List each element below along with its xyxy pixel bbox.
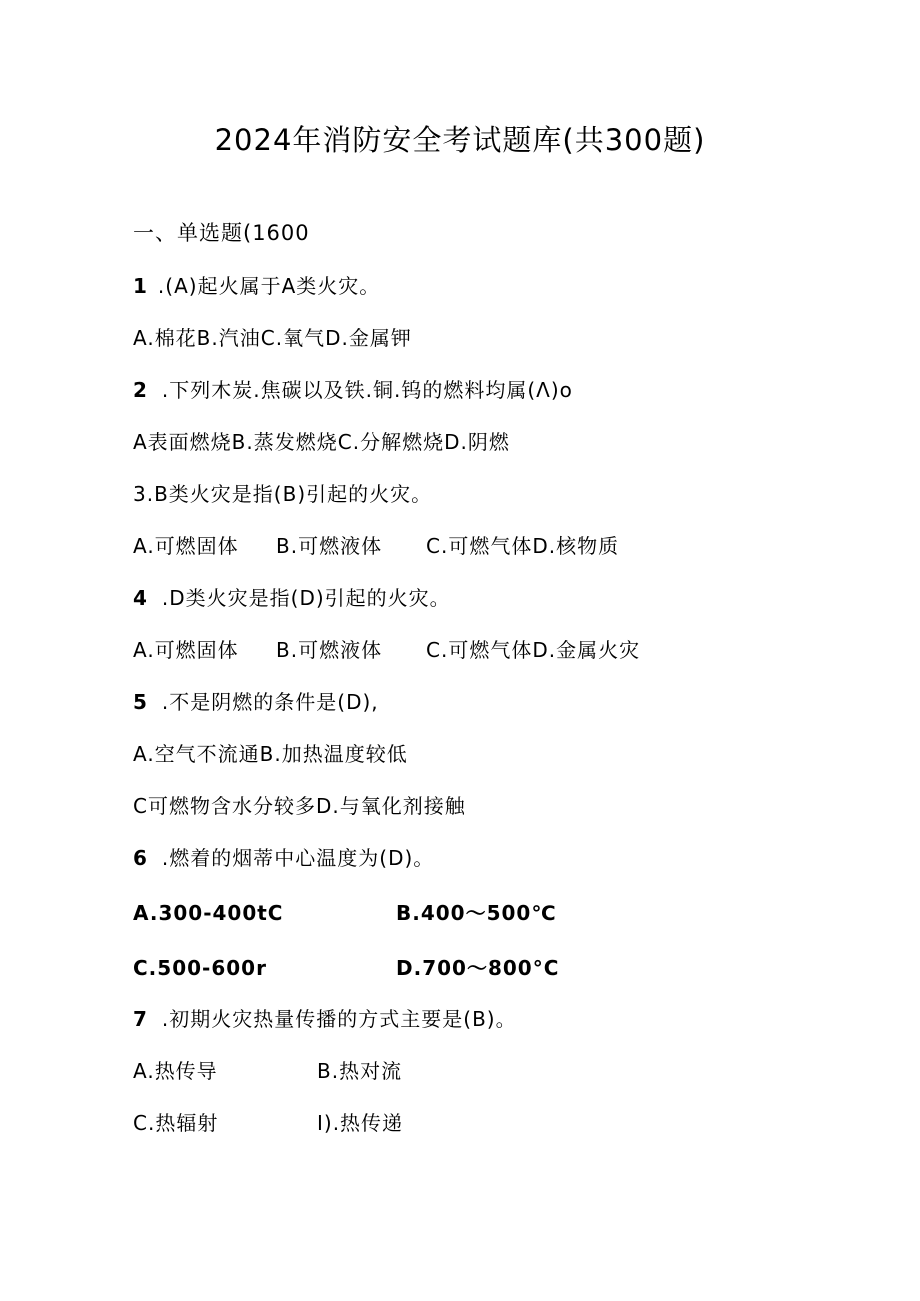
question-5 (133, 689, 379, 715)
question-7-option-c: C.热辐射 (133, 1111, 219, 1135)
question-number: 6 (133, 846, 148, 870)
question-5-options-line-1: A.空气不流通B.加热温度较低 (133, 742, 408, 766)
question-number: 1 (133, 274, 148, 298)
question-4 (133, 585, 451, 611)
section-heading: 一、单选题(1600 (133, 221, 310, 245)
question-7 (133, 1006, 517, 1032)
question-1-options: A.棉花B.汽油C.氧气D.金属钾 (133, 326, 412, 350)
question-7-option-b: B.热对流 (317, 1059, 403, 1083)
question-number: 4 (133, 586, 148, 610)
question-number: 2 (133, 378, 148, 402)
question-5-options-line-2: C可燃物含水分较多D.与氧化剂接触 (133, 794, 466, 818)
question-text: .D类火灾是指(D)引起的火灾。 (161, 586, 451, 610)
question-6-option-a: A.300-400tC (133, 901, 284, 925)
question-1 (133, 273, 380, 299)
question-6-option-d: D.700〜800°C (396, 956, 560, 980)
question-3: 3.B类火灾是指(B)引起的火灾。 (133, 482, 433, 506)
question-7-option-a: A.热传导 (133, 1059, 218, 1083)
question-4-option-cd: C.可燃气体D.金属火灾 (426, 638, 641, 662)
question-2 (133, 377, 573, 403)
question-3-option-b: B.可燃液体 (276, 534, 383, 558)
question-6-option-b: B.400〜500℃ (396, 901, 557, 925)
question-3-option-cd: C.可燃气体D.核物质 (426, 534, 620, 558)
question-text: .燃着的烟蒂中心温度为(D)。 (161, 846, 435, 870)
question-6-option-c: C.500-600r (133, 956, 267, 980)
question-6 (133, 845, 434, 871)
question-3-option-a: A.可燃固体 (133, 534, 239, 558)
question-text: .初期火灾热量传播的方式主要是(B)。 (161, 1007, 517, 1031)
question-2-options: A表面燃烧B.蒸发燃烧C.分解燃烧D.阴燃 (133, 430, 510, 454)
question-4-option-a: A.可燃固体 (133, 638, 239, 662)
question-7-option-d: I).热传递 (317, 1111, 404, 1135)
question-number: 5 (133, 690, 148, 714)
question-4-option-b: B.可燃液体 (276, 638, 383, 662)
question-text: .下列木炭.焦碳以及铁.铜.钨的燃料均属(Λ)o (161, 378, 573, 402)
question-text: .不是阴燃的条件是(D), (161, 690, 379, 714)
question-text: .(A)起火属于A类火灾。 (157, 274, 381, 298)
question-number: 7 (133, 1007, 148, 1031)
document-title: 2024年消防安全考试题库(共300题) (214, 123, 706, 157)
